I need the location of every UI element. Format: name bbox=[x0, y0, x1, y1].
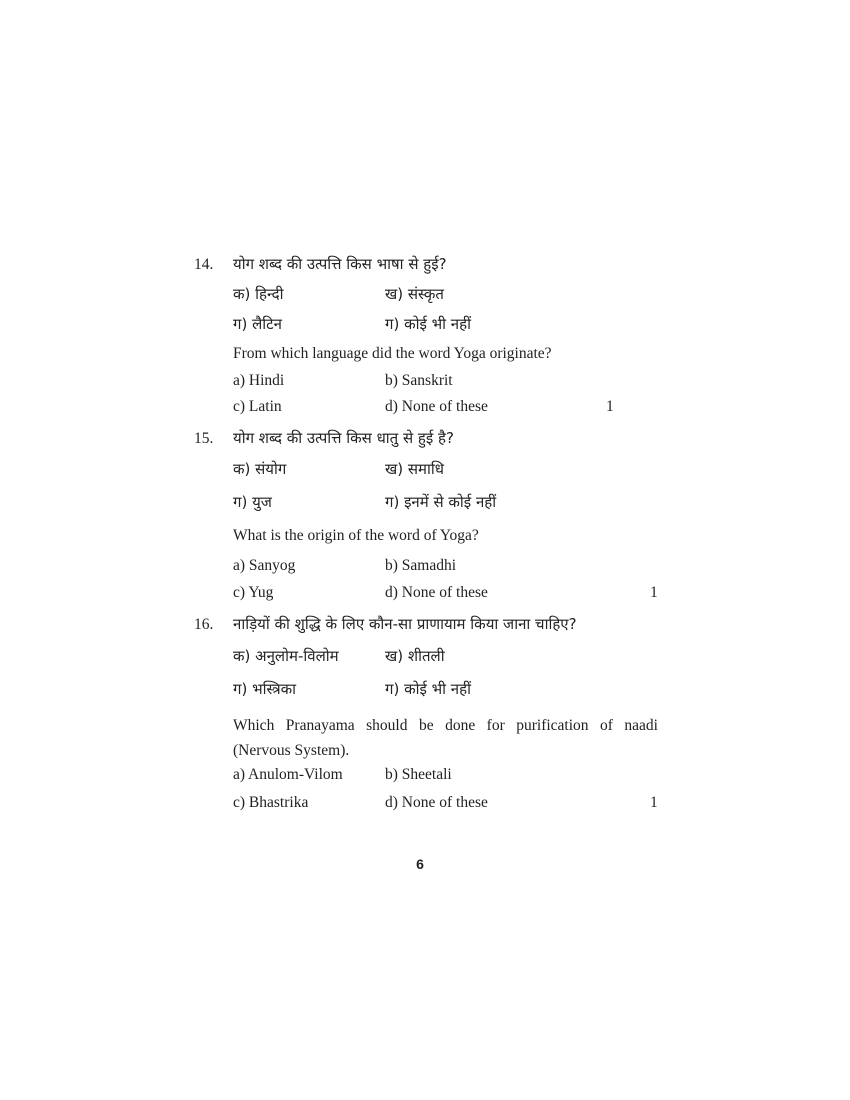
hindi-option-a: क) संयोग bbox=[233, 460, 287, 478]
english-option-d: d) None of these bbox=[385, 398, 488, 415]
hindi-option-b: ख) समाधि bbox=[385, 460, 444, 478]
english-option-a: a) Anulom-Vilom bbox=[233, 766, 343, 783]
marks: 1 bbox=[650, 584, 658, 601]
marks: 1 bbox=[606, 398, 614, 415]
english-option-b: b) Sanskrit bbox=[385, 372, 453, 389]
hindi-question: नाड़ियों की शुद्धि के लिए कौन-सा प्राणायाम किया जाना चाहिए? bbox=[233, 615, 577, 633]
english-option-a: a) Hindi bbox=[233, 372, 285, 389]
english-option-d: d) None of these bbox=[385, 794, 488, 811]
hindi-option-c: ग) भस्त्रिका bbox=[233, 680, 297, 698]
hindi-option-d: ग) कोई भी नहीं bbox=[385, 680, 471, 698]
english-question: From which language did the word Yoga originate? bbox=[233, 345, 552, 362]
hindi-option-d: ग) कोई भी नहीं bbox=[385, 315, 471, 333]
english-question: Which Pranayama should be done for purification of naadi (Nervous System). bbox=[233, 717, 658, 759]
page-number: 6 bbox=[416, 856, 424, 872]
question-number: 16. bbox=[194, 616, 214, 633]
marks: 1 bbox=[650, 794, 658, 811]
english-question: What is the origin of the word of Yoga? bbox=[233, 527, 479, 544]
hindi-option-b: ख) संस्कृत bbox=[385, 285, 444, 303]
hindi-option-a: क) अनुलोम-विलोम bbox=[233, 647, 339, 665]
question-number: 14. bbox=[194, 256, 214, 273]
hindi-question: योग शब्द की उत्पत्ति किस धातु से हुई है? bbox=[233, 429, 454, 447]
hindi-question: योग शब्द की उत्पत्ति किस भाषा से हुई? bbox=[233, 255, 447, 273]
hindi-option-c: ग) लैटिन bbox=[233, 315, 283, 333]
english-option-d: d) None of these bbox=[385, 584, 488, 601]
hindi-option-a: क) हिन्दी bbox=[233, 285, 284, 303]
question-number: 15. bbox=[194, 430, 214, 447]
english-option-c: c) Yug bbox=[233, 584, 274, 601]
english-option-a: a) Sanyog bbox=[233, 557, 296, 574]
english-option-c: c) Latin bbox=[233, 398, 282, 415]
hindi-option-d: ग) इनमें से कोई नहीं bbox=[385, 493, 497, 511]
english-option-b: b) Sheetali bbox=[385, 766, 452, 783]
english-option-b: b) Samadhi bbox=[385, 557, 457, 574]
hindi-option-c: ग) युज bbox=[233, 493, 272, 511]
hindi-option-b: ख) शीतली bbox=[385, 647, 445, 665]
english-option-c: c) Bhastrika bbox=[233, 794, 309, 811]
